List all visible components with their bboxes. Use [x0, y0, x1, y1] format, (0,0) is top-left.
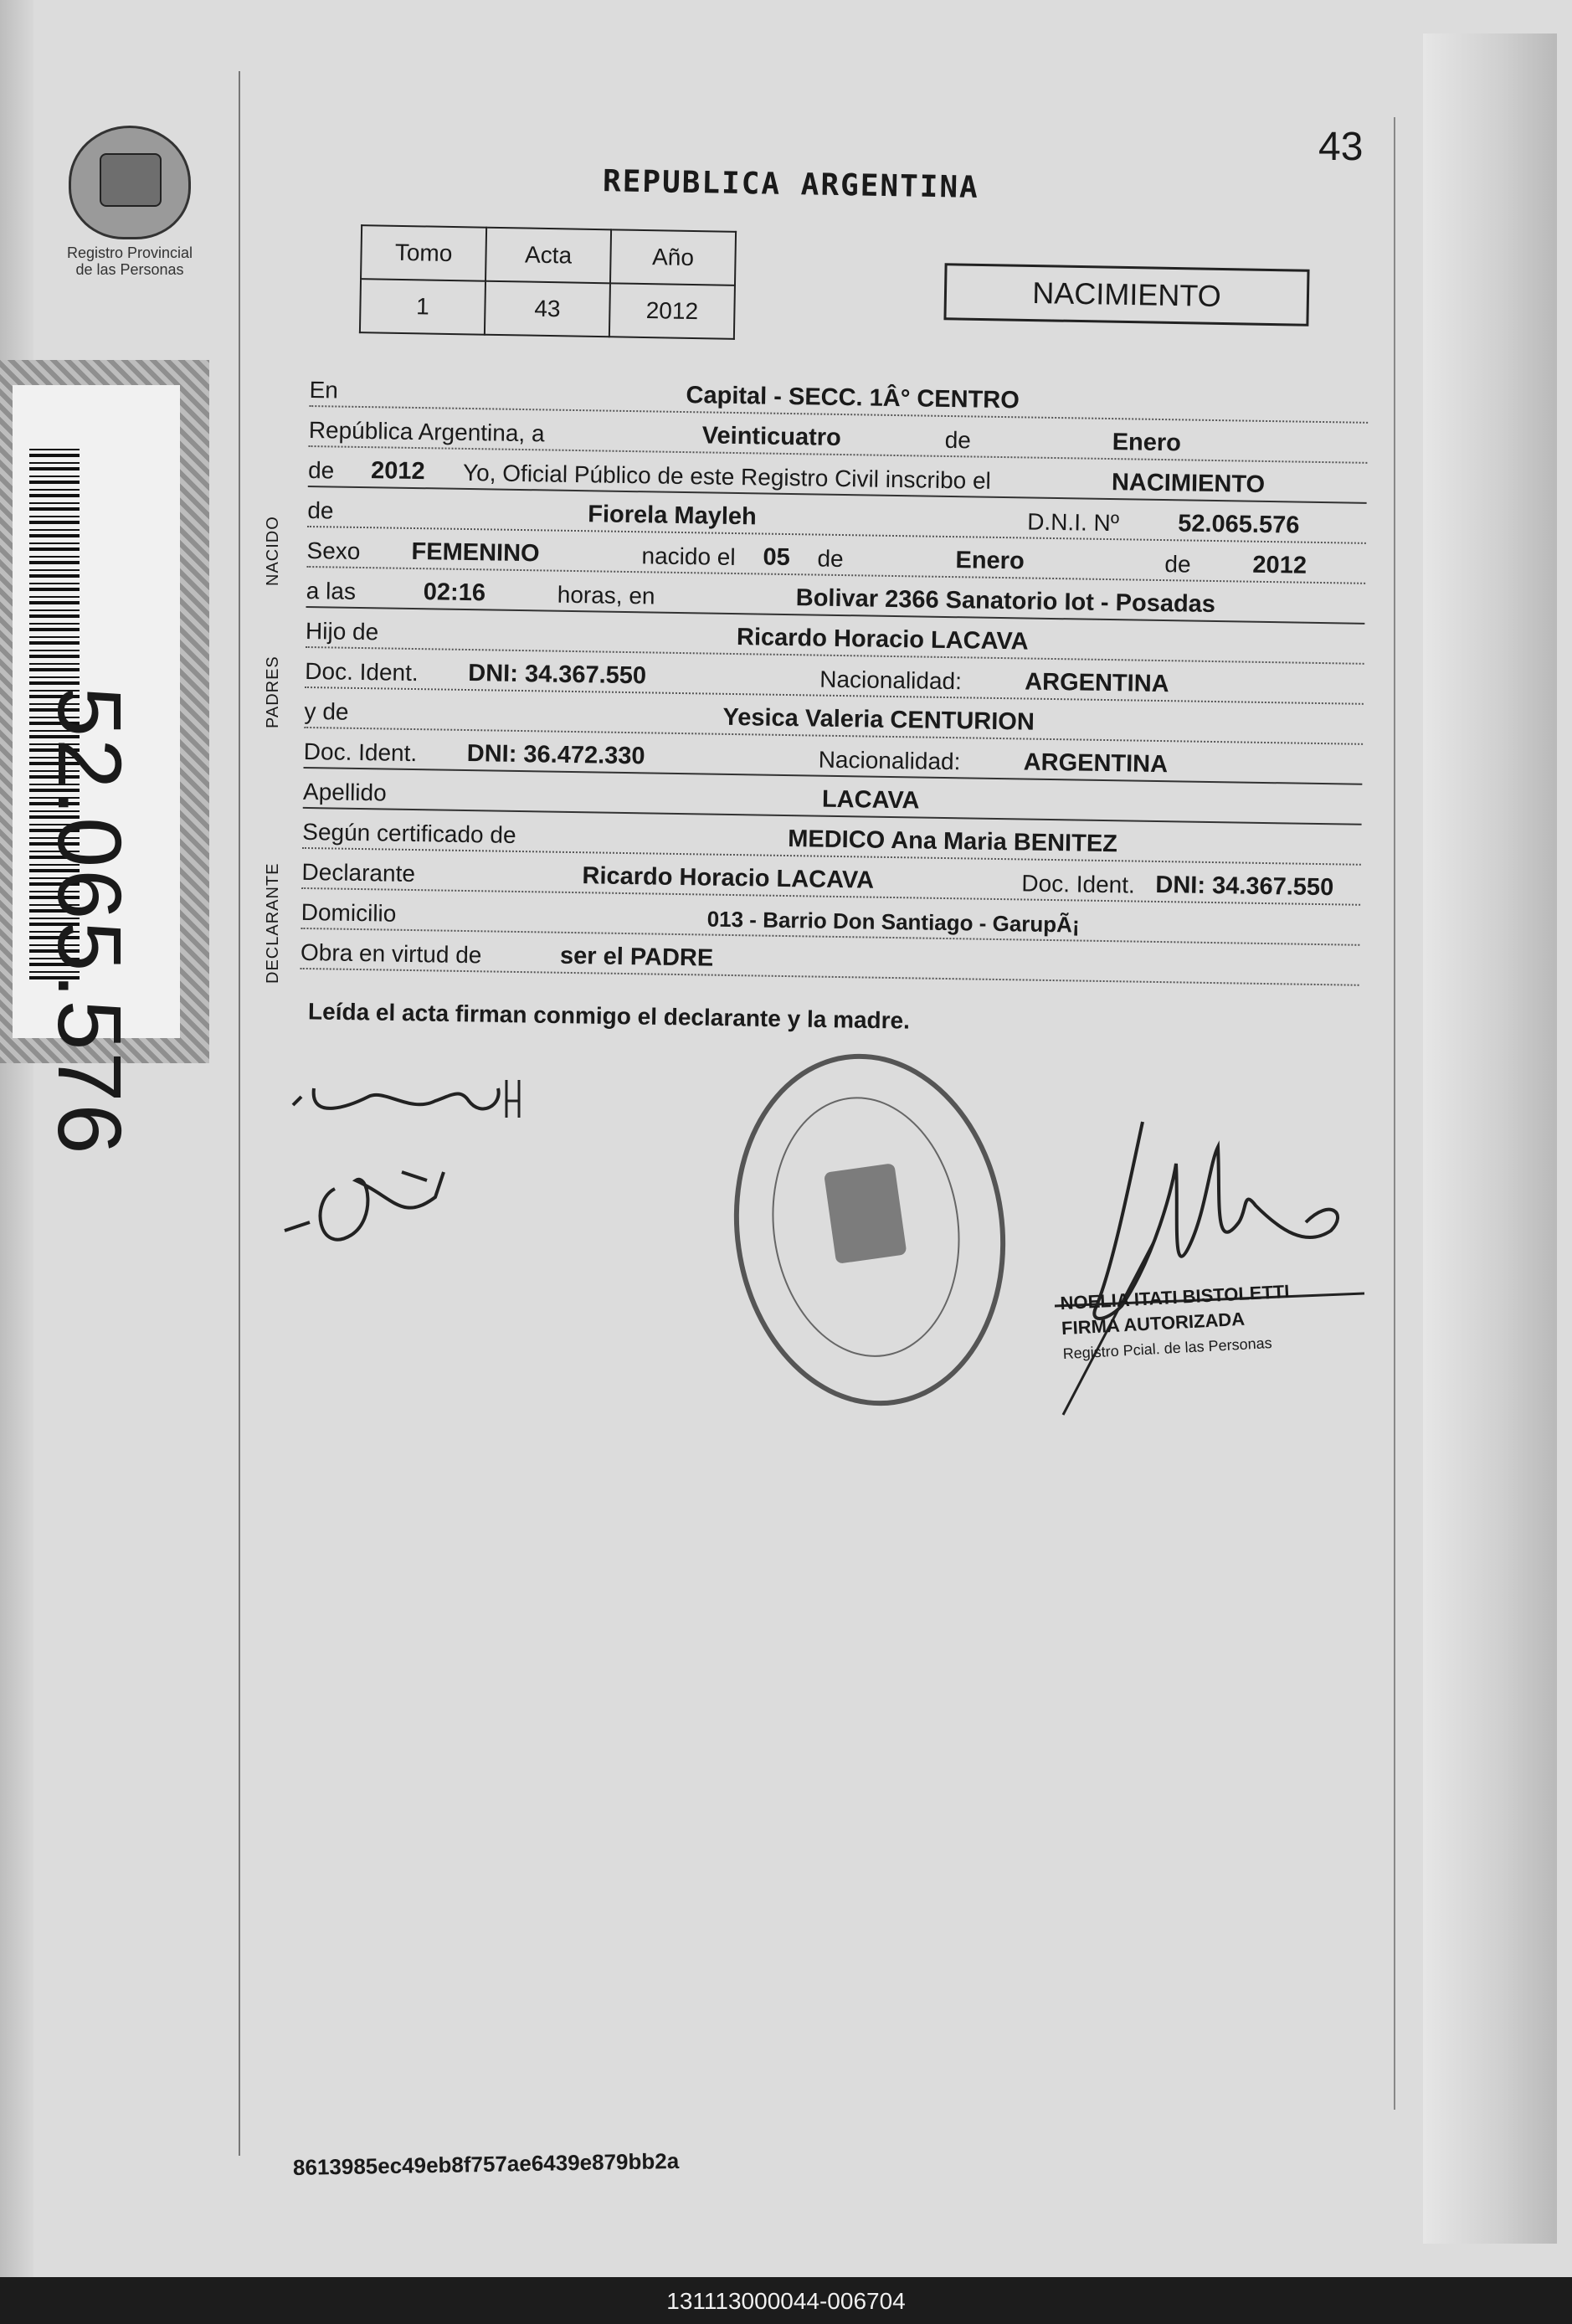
- closing-statement: Leída el acta firman conmigo el declarante y la madre.: [307, 998, 911, 1034]
- form-row-domicilio: Domicilio 013 - Barrio Don Santiago - GarupÃ¡: [301, 891, 1360, 946]
- form-row-hora: a las 02:16 horas, en Bolivar 2366 Sanatorio Iot - Posadas: [306, 569, 1366, 625]
- signatory-role: FIRMA AUTORIZADA: [1061, 1308, 1246, 1339]
- record-type-box: NACIMIENTO: [943, 263, 1309, 326]
- logo-caption: Registro Provincial de las Personas: [66, 244, 193, 278]
- side-dni-number: 52.065.576: [39, 686, 141, 1156]
- page-stack-edge: [1423, 33, 1557, 2244]
- form-row-declarante: Declarante Ricardo Horacio LACAVA Doc. Ident. DNI: 34.367.550: [301, 851, 1361, 906]
- signatory-name: NOELIA ITATI BISTOLETTI: [1059, 1280, 1291, 1314]
- form-row-sexo: Sexo FEMENINO nacido el 05 de Enero de 2012: [306, 529, 1366, 584]
- section-label-nacido: NACIDO: [264, 516, 282, 586]
- section-label-declarante: DECLARANTE: [264, 862, 282, 984]
- form-row-en: En Capital - SECC. 1Â° CENTRO: [309, 368, 1369, 424]
- acta-header: Acta: [485, 228, 611, 284]
- acta-value: 2012: [609, 283, 735, 339]
- dni-side-label: [0, 360, 209, 1156]
- right-margin-line: [1394, 117, 1395, 2110]
- page-number: 43: [1318, 125, 1364, 169]
- form-row-anio: de 2012 Yo, Oficial Público de este Registro Civil inscribo el NACIMIENTO: [308, 449, 1368, 504]
- acta-table: [359, 224, 737, 340]
- birth-record-form: [301, 368, 1369, 988]
- acta-value: 1: [360, 279, 485, 335]
- section-label-padres: PADRES: [264, 656, 282, 728]
- document-title: REPUBLICA ARGENTINA: [602, 164, 980, 205]
- form-row-madre: y de Yesica Valeria CENTURION: [304, 690, 1364, 745]
- document-hash: 8613985ec49eb8f757ae6439e879bb2a: [292, 2147, 680, 2181]
- form-row-padre: Hijo de Ricardo Horacio LACAVA: [306, 609, 1365, 665]
- acta-header: Año: [610, 229, 736, 285]
- stamp-emblem-icon: [824, 1163, 907, 1264]
- authorized-signature-block: [1060, 1279, 1293, 1366]
- footer-code: 131113000044-006704: [0, 2279, 1572, 2324]
- form-row-republica: República Argentina, a Veinticuatro de Enero: [309, 409, 1369, 464]
- form-row-obra: Obra en virtud de ser el PADRE: [301, 931, 1360, 986]
- form-row-apellido: Apellido LACAVA: [303, 770, 1363, 825]
- margin-line: [239, 71, 240, 2156]
- form-row-nombre: de Fiorela Mayleh D.N.I. Nº 52.065.576: [307, 489, 1367, 544]
- signatory-office: Registro Pcial. de las Personas: [1062, 1334, 1273, 1363]
- declarant-signature-icon: [276, 1055, 527, 1273]
- official-stamp: [712, 1036, 1028, 1424]
- form-row-madre-doc: Doc. Ident. DNI: 36.472.330 Nacionalidad: ARGENTINA: [303, 730, 1363, 785]
- acta-value: 43: [485, 281, 610, 337]
- registry-logo: [59, 126, 201, 278]
- acta-header: Tomo: [361, 225, 486, 281]
- official-signature-icon: [1030, 1113, 1381, 1423]
- province-seal-icon: [69, 126, 191, 239]
- form-row-certificado: Según certificado de MEDICO Ana Maria BENITEZ: [302, 810, 1362, 866]
- form-row-padre-doc: Doc. Ident. DNI: 34.367.550 Nacionalidad: ARGENTINA: [305, 650, 1364, 705]
